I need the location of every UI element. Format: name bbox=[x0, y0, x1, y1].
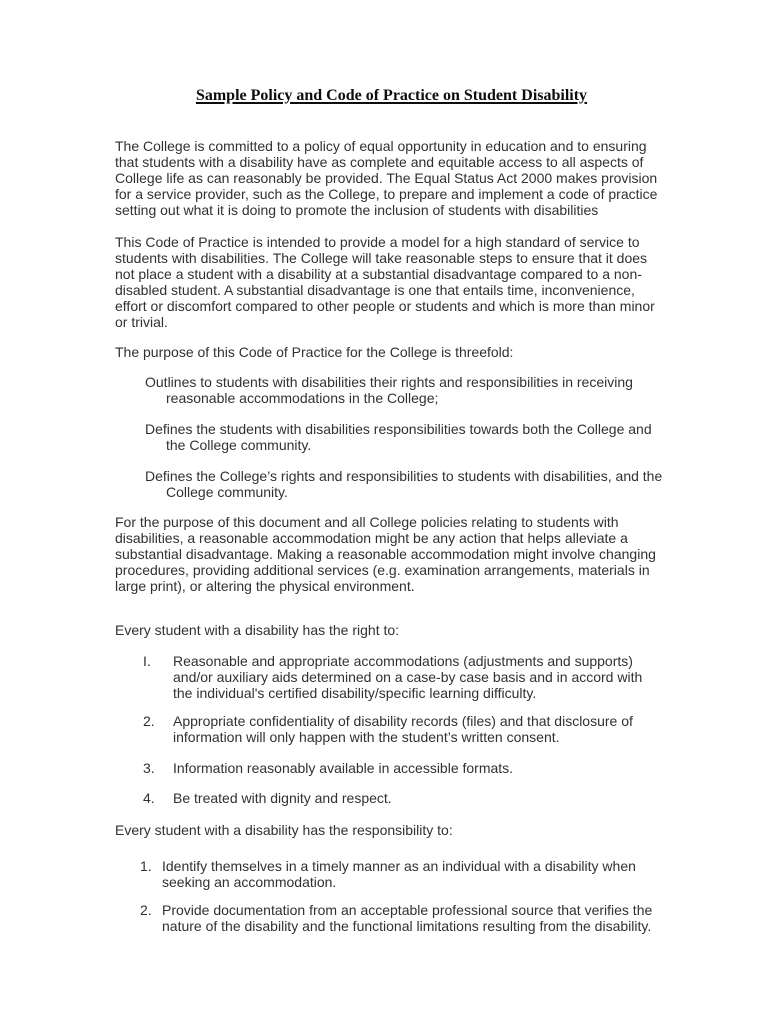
item-marker: 1. bbox=[140, 858, 152, 874]
item-text: Appropriate confidentiality of disability records (files) and that disclosure of information will only happen with the student’s written consent. bbox=[173, 713, 633, 745]
item-marker: 3. bbox=[143, 760, 155, 776]
intro-paragraph-2: This Code of Practice is intended to provide a model for a high standard of service to students with disabilities. The College will take reasonable steps to ensure that it does not place a student with a disability at a substantial disadvantage compared to a non-disabled student. A substantial disadvantage is one that entails time, inconvenience, effort or discomfort compared to other people or students and which is more than minor or trivial. bbox=[115, 234, 655, 330]
purpose-lead-paragraph: The purpose of this Code of Practice for the College is threefold: bbox=[115, 344, 514, 360]
purpose-item: Outlines to students with disabilities their rights and responsibilities in receiving reasonable accommodations in the College; bbox=[145, 374, 633, 406]
item-text: Identify themselves in a timely manner as an individual with a disability when seeking an accommodation. bbox=[162, 858, 636, 890]
rights-item bbox=[143, 713, 655, 745]
rights-item bbox=[143, 760, 655, 776]
item-text: Information reasonably available in accessible formats. bbox=[173, 760, 514, 776]
rights-item bbox=[143, 653, 655, 701]
item-text: Be treated with dignity and respect. bbox=[173, 790, 392, 806]
item-marker: 2. bbox=[140, 902, 152, 918]
rights-heading: Every student with a disability has the right to: bbox=[115, 622, 400, 638]
responsibilities-heading: Every student with a disability has the responsibility to: bbox=[115, 822, 453, 838]
item-text: Reasonable and appropriate accommodations (adjustments and supports) and/or auxiliary aids determined on a case-by case basis and in accord with the individual's certified disability/specific learning difficulty. bbox=[173, 653, 643, 701]
purpose-item: Defines the students with disabilities responsibilities towards both the College and the College community. bbox=[145, 421, 652, 453]
responsibility-item bbox=[140, 858, 655, 890]
rights-list bbox=[115, 653, 675, 806]
responsibility-item bbox=[140, 902, 655, 934]
item-marker: I. bbox=[143, 653, 151, 669]
item-text: Provide documentation from an acceptable professional source that verifies the nature of the disability and the functional limitations resulting from the disability. bbox=[162, 902, 653, 934]
intro-paragraph-1: The College is committed to a policy of equal opportunity in education and to ensuring that students with a disability have as complete and equitable access to all aspects of College life as can reasonably be provided. The Equal Status Act 2000 makes provision for a service provider, such as the College, to prepare and implement a code of practice setting out what it is doing to promote the inclusion of students with disabilities bbox=[115, 138, 658, 218]
item-marker: 4. bbox=[143, 790, 155, 806]
document-title: Sample Policy and Code of Practice on Student Disability bbox=[195, 87, 588, 104]
purpose-item: Defines the College’s rights and responsibilities to students with disabilities, and the College community. bbox=[145, 468, 663, 500]
responsibilities-list bbox=[115, 858, 675, 934]
accommodation-paragraph: For the purpose of this document and all College policies relating to students with disabilities, a reasonable accommodation might be any action that helps alleviate a substantial disadvantage. Making a reasonable accommodation might involve changing procedures, providing additional services (e.g. examination arrangements, materials in large print), or altering the physical environment. bbox=[115, 514, 656, 594]
rights-item bbox=[143, 790, 655, 806]
item-marker: 2. bbox=[143, 713, 155, 729]
